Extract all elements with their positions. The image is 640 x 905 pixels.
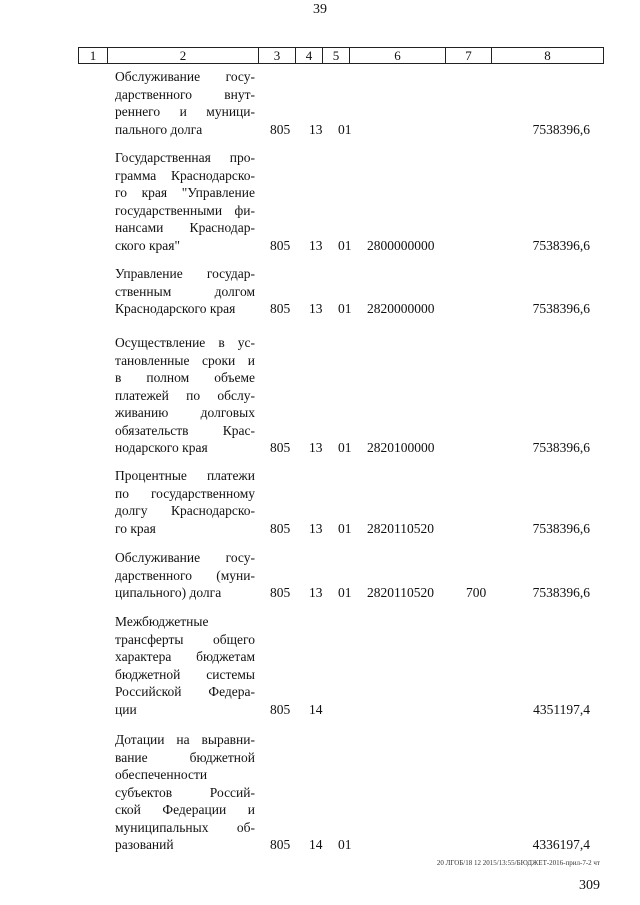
description-line: Осуществление в ус-	[115, 335, 255, 350]
description-line: ственным долгом	[115, 283, 255, 299]
description-line: Обслуживание госу-	[115, 69, 255, 84]
amount-cell: 7538396,6	[532, 440, 590, 455]
target-article-code-cell: 2820110520	[367, 585, 434, 600]
header-col-2: 2	[108, 48, 259, 64]
description-line: разований	[115, 837, 174, 852]
description-line: живанию долговых	[115, 405, 255, 420]
description-line: нодарского края	[115, 440, 208, 455]
description-line: реннего и муници-	[115, 104, 255, 119]
ministry-code-cell: 805	[270, 301, 291, 316]
description-line: муниципальных об-	[115, 819, 255, 835]
ministry-code-cell: 805	[270, 121, 291, 137]
row-description	[115, 467, 255, 537]
description-line: субъектов Россий-	[115, 784, 255, 800]
description-line: долгу Краснодарско-	[115, 503, 255, 518]
page-number-bottom: 309	[579, 878, 600, 893]
description-line: пального долга	[115, 121, 203, 137]
description-line: грамма Краснодарско-	[115, 167, 255, 183]
section-code-cell: 14	[309, 701, 323, 717]
description-line: тановленные сроки и	[115, 352, 255, 368]
description-line: по государственному	[115, 485, 255, 501]
description-line: Процентные платежи	[115, 468, 255, 483]
amount-cell: 7538396,6	[532, 585, 590, 600]
target-article-code-cell: 2800000000	[367, 237, 435, 253]
expense-type-code-cell: 700	[466, 585, 487, 600]
row-description	[115, 68, 255, 138]
header-col-6: 6	[350, 48, 446, 64]
row-description	[115, 549, 255, 602]
ministry-code-cell: 805	[270, 237, 291, 253]
ministry-code-cell: 805	[270, 837, 291, 852]
header-col-1: 1	[79, 48, 108, 64]
description-line: бюджетной системы	[115, 666, 255, 682]
row-description	[115, 334, 255, 457]
header-col-3: 3	[259, 48, 296, 64]
amount-cell: 7538396,6	[532, 237, 590, 253]
row-description	[115, 731, 255, 854]
amount-cell: 7538396,6	[532, 520, 590, 536]
amount-cell: 7538396,6	[532, 301, 590, 316]
description-line: дарственного (муни-	[115, 567, 255, 583]
section-code-cell: 13	[309, 237, 323, 253]
subsection-code-cell: 01	[338, 301, 352, 316]
description-line: в полном объеме	[115, 370, 255, 385]
subsection-code-cell: 01	[338, 440, 352, 455]
section-code-cell: 13	[309, 585, 323, 600]
header-col-7: 7	[446, 48, 492, 64]
description-line: Краснодарского края	[115, 301, 236, 316]
description-line: платежей по обслу-	[115, 387, 255, 403]
section-code-cell: 13	[309, 520, 323, 536]
description-line: обязательств Крас-	[115, 422, 255, 438]
subsection-code-cell: 01	[338, 837, 352, 852]
subsection-code-cell: 01	[338, 585, 352, 600]
ministry-code-cell: 805	[270, 520, 291, 536]
section-code-cell: 13	[309, 121, 323, 137]
description-line: ции	[115, 701, 137, 717]
subsection-code-cell: 01	[338, 237, 352, 253]
document-stamp: 20 ЛГОБ/18 12 2015/13:55/БЮДЖЕТ-2016-прил-7-2 чт	[436, 859, 600, 867]
description-line: государственными фи-	[115, 202, 255, 218]
row-description	[115, 149, 255, 254]
description-line: го края "Управление	[115, 185, 255, 200]
header-col-4: 4	[296, 48, 323, 64]
description-line: Управление государ-	[115, 266, 255, 281]
amount-cell: 4351197,4	[533, 701, 590, 717]
description-line: Государственная про-	[115, 150, 255, 165]
section-code-cell: 13	[309, 301, 323, 316]
description-line: дарственного внут-	[115, 86, 255, 102]
subsection-code-cell: 01	[338, 520, 352, 536]
description-line: го края	[115, 520, 156, 536]
target-article-code-cell: 2820000000	[367, 301, 435, 316]
description-line: Обслуживание госу-	[115, 550, 255, 565]
description-line: трансферты общего	[115, 631, 255, 647]
description-line: Российской Федера-	[115, 684, 255, 699]
ministry-code-cell: 805	[270, 701, 291, 717]
subsection-code-cell: 01	[338, 121, 352, 137]
row-description	[115, 613, 255, 718]
ministry-code-cell: 805	[270, 440, 291, 455]
page-number-top: 39	[313, 2, 327, 17]
description-line: ципального) долга	[115, 585, 222, 600]
description-line: ской Федерации и	[115, 802, 255, 817]
header-col-8: 8	[492, 48, 604, 64]
target-article-code-cell: 2820100000	[367, 440, 435, 455]
description-line: Межбюджетные	[115, 614, 209, 629]
description-line: нансами Краснодар-	[115, 220, 255, 235]
description-line: обеспеченности	[115, 767, 208, 782]
description-line: Дотации на выравни-	[115, 732, 255, 747]
section-code-cell: 14	[309, 837, 323, 852]
target-article-code-cell: 2820110520	[367, 520, 434, 536]
description-line: характера бюджетам	[115, 649, 255, 664]
description-line: ского края"	[115, 237, 180, 253]
section-code-cell: 13	[309, 440, 323, 455]
amount-cell: 7538396,6	[532, 121, 590, 137]
header-col-5: 5	[323, 48, 350, 64]
ministry-code-cell: 805	[270, 585, 291, 600]
row-description	[115, 265, 255, 318]
amount-cell: 4336197,4	[532, 837, 590, 852]
description-line: вание бюджетной	[115, 749, 255, 765]
